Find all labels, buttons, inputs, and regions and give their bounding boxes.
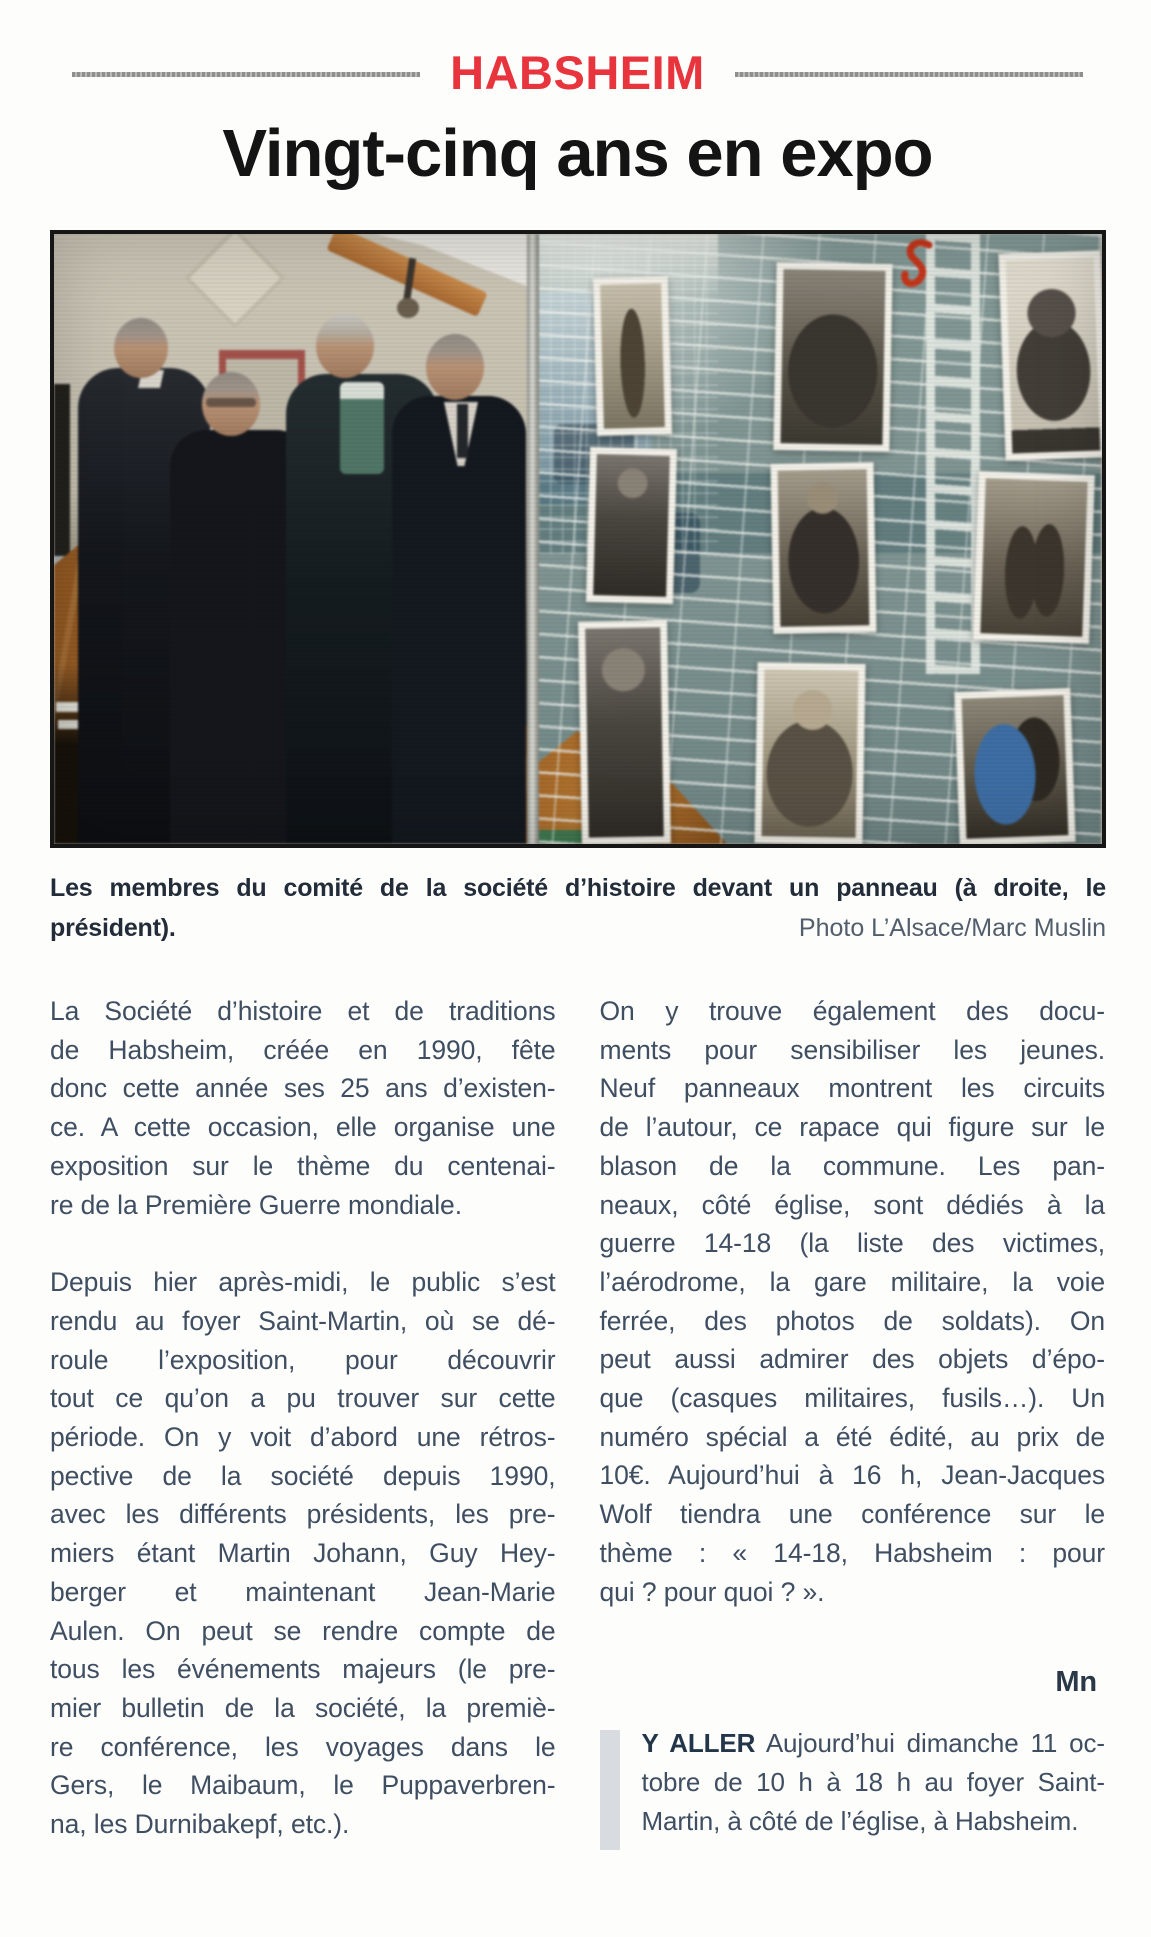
- pinned-photo-image: [980, 478, 1087, 636]
- text-line: qui ? pour quoi ? ».: [599, 1576, 825, 1607]
- text-line: que (casques militaires, fusils…). Un: [599, 1383, 1105, 1414]
- text-line: La Société d’histoire et de traditions: [50, 996, 556, 1026]
- text-line: guerre 14-18 (la liste des victimes,: [599, 1228, 1105, 1259]
- photo-credit: Photo L’Alsace/Marc Muslin: [798, 914, 1106, 942]
- info-box-lines: [642, 1763, 1106, 1841]
- pinned-photo: [586, 447, 677, 604]
- kicker-rule-right: [735, 72, 1083, 77]
- paragraph: [50, 992, 556, 1224]
- article-body: [50, 992, 1105, 1850]
- text-line: Wolf tiendra une conférence sur le: [599, 1499, 1105, 1530]
- pinned-photo: [954, 688, 1075, 846]
- text-line: Depuis hier après-midi, le public s’est: [50, 1267, 556, 1298]
- man-4-tie: [457, 404, 468, 458]
- pinned-photo: [593, 276, 672, 436]
- text-line: peut aussi admirer des objets d’épo-: [599, 1344, 1105, 1375]
- text-line: thème : « 14-18, Habsheim : pour: [599, 1537, 1105, 1568]
- man-4-head: [426, 334, 484, 400]
- text-line: avec les différents présidents, les pre-: [50, 1499, 556, 1530]
- text-line: tobre de 10 h à 18 h au foyer Saint-: [641, 1766, 1105, 1797]
- pinned-photo-image: [962, 695, 1069, 838]
- text-line: ferrée, des photos de soldats). On: [599, 1305, 1105, 1336]
- text-line: tout ce qu’on a pu trouver sur cette: [50, 1383, 556, 1414]
- text-line: berger et maintenant Jean-Marie: [50, 1576, 556, 1607]
- text-line: l’aérodrome, la gare militaire, la voie: [599, 1266, 1105, 1297]
- paragraph: [50, 1263, 556, 1844]
- article-photo: [50, 230, 1106, 848]
- section-header: [50, 44, 1105, 100]
- pinned-photo-image: [593, 454, 670, 597]
- man-3-head: [316, 314, 374, 378]
- text-line: tous les événements majeurs (le pre-: [50, 1654, 556, 1685]
- text-line: re conférence, les voyages dans le: [50, 1731, 556, 1762]
- column-right: [600, 992, 1106, 1850]
- text-line: rendu au foyer Saint-Martin, où se dé-: [50, 1305, 556, 1336]
- pinned-photo: [998, 250, 1106, 460]
- text-line: période. On y voit d’abord une rétros-: [50, 1422, 556, 1453]
- text-line: roule l’exposition, pour découvrir: [50, 1344, 556, 1375]
- text-line: de Habsheim, créée en 1990, fête: [50, 1034, 556, 1065]
- text-line: pective de la société depuis 1990,: [50, 1460, 556, 1491]
- paragraph: [600, 992, 1106, 1611]
- caption-line: Les membres du comité de la société d’histoire devant un panneau (à droite, le: [50, 874, 1106, 902]
- text-line: 10€. Aujourd’hui à 16 h, Jean-Jacques: [599, 1460, 1105, 1491]
- author-signature: Mn: [1055, 1666, 1097, 1699]
- photo-caption: [50, 868, 1106, 948]
- info-box-label: Y ALLER: [641, 1727, 756, 1758]
- caption-line: président).: [50, 914, 176, 942]
- man-3-shirt: [340, 382, 384, 474]
- text-line: numéro spécial a été édité, au prix de: [599, 1421, 1105, 1452]
- pinned-photo: [578, 620, 671, 845]
- text-line: Neuf panneaux montrent les circuits: [599, 1073, 1105, 1104]
- pinned-photo: [771, 462, 877, 634]
- hanging-lamp-shade: [397, 298, 419, 318]
- kicker-rule-left: [72, 72, 420, 77]
- pinned-photo-image: [780, 269, 885, 445]
- text-line: neaux, côté église, sont dédiés à la: [599, 1189, 1105, 1220]
- text-line: miers étant Martin Johann, Guy Hey-: [50, 1538, 556, 1569]
- pinned-photo: [973, 471, 1095, 644]
- text-line: donc cette année ses 25 ans d’existen-: [50, 1073, 556, 1104]
- text-line: blason de la commune. Les pan-: [599, 1150, 1105, 1181]
- pinned-photo-image: [600, 283, 665, 429]
- headline: Vingt-cinq ans en expo: [222, 116, 933, 191]
- text-line: Y ALLER Aujourd’hui dimanche 11 oc-: [641, 1727, 1105, 1758]
- man-2-glasses: [206, 398, 256, 407]
- pinned-photo: [773, 262, 892, 452]
- panel-frame-ladder: [926, 234, 980, 674]
- text-line: ce. A cette occasion, elle organise une: [50, 1112, 556, 1143]
- text-line: Martin, à côté de l’église, à Habsheim.: [641, 1805, 1079, 1836]
- pinned-photo-image: [762, 669, 859, 838]
- man-1-head: [114, 318, 168, 378]
- info-box-text: [642, 1724, 1106, 1850]
- text-line: Gers, le Maibaum, le Puppaverbren-: [50, 1770, 556, 1801]
- red-hook-icon: [899, 238, 939, 290]
- text-line: re de la Première Guerre mondiale.: [50, 1189, 462, 1220]
- pinned-photo-image: [778, 469, 870, 627]
- pinned-photo: [754, 662, 865, 845]
- photo-scene: [54, 234, 1102, 844]
- section-title: HABSHEIM: [450, 45, 705, 99]
- text-line: On y trouve également des docu-: [599, 996, 1105, 1026]
- info-box: [600, 1724, 1106, 1850]
- text-line: na, les Durnibakepf, etc.).: [50, 1809, 350, 1840]
- text-line: mier bulletin de la société, la premiè-: [50, 1692, 556, 1723]
- pinned-photo-image: [585, 627, 664, 837]
- text-line: de l’autour, ce rapace qui figure sur le: [599, 1112, 1105, 1143]
- text-line: exposition sur le thème du centenai-: [50, 1150, 556, 1181]
- column-left: [50, 992, 556, 1850]
- panel-frame-pole: [527, 234, 539, 844]
- text-line: Aulen. On peut se rendre compte de: [50, 1615, 556, 1646]
- text-line: ments pour sensibiliser les jeunes.: [599, 1034, 1105, 1065]
- pinned-photo-image: [1006, 258, 1101, 454]
- info-box-bar: [600, 1730, 620, 1850]
